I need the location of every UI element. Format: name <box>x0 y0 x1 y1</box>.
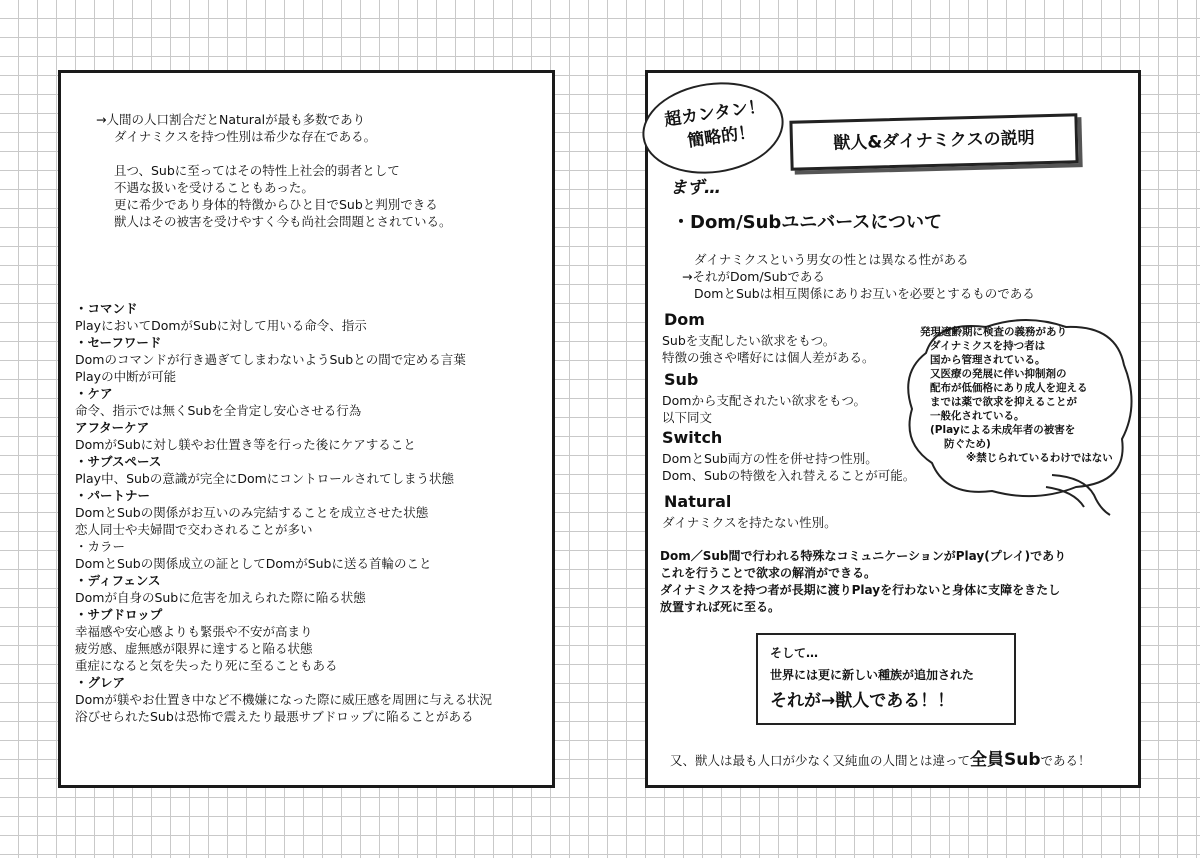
intro-line: 且つ、Subに至ってはその特性上社会的弱者として <box>114 163 400 178</box>
glossary-desc: DomとSubの関係成立の証としてDomがSubに送る首輪のこと <box>75 556 432 571</box>
cloud-line: 又医療の発展に伴い抑制剤の <box>930 368 1067 380</box>
type-desc-line: DomとSub両方の性を併せ持つ性別。 <box>662 451 878 466</box>
type-desc-switch <box>662 450 915 484</box>
cloud-line: (Playによる未成年者の被害を <box>930 424 1076 436</box>
type-desc-line: 以下同文 <box>662 410 713 425</box>
section-heading: ・Dom/Subユニバースについて <box>672 212 943 233</box>
glossary-term: ・カラー <box>75 539 126 554</box>
intro-line: 獣人はその被害を受けやすく今も尚社会問題とされている。 <box>114 214 452 229</box>
cloud-line: 一般化されている。 <box>930 410 1025 422</box>
intro-line: ダイナミクスを持つ性別は希少な存在である。 <box>114 129 377 144</box>
cloud-line: までは薬で欲求を抑えることが <box>930 396 1077 408</box>
cloud-line: ※禁じられているわけではない <box>966 452 1113 464</box>
type-desc-sub <box>662 392 866 426</box>
glossary-term: ・グレア <box>75 675 126 690</box>
speech-bubble <box>636 74 789 183</box>
glossary-desc: Play中、Subの意識が完全にDomにコントロールされてしまう状態 <box>75 471 455 486</box>
type-name-sub: Sub <box>664 370 699 389</box>
intro-paragraph <box>96 111 452 230</box>
glossary-desc: Domのコマンドが行き過ぎてしまわないようSubとの間で定める言葉 <box>75 352 466 367</box>
play-line: 放置すれば死に至る。 <box>660 600 781 614</box>
glossary-term: ・サブドロップ <box>75 607 163 622</box>
announcement-box <box>756 633 1016 725</box>
glossary-term: アフターケア <box>75 420 150 435</box>
bubble-line: 簡略的！ <box>686 122 757 152</box>
cloud-line: 防ぐため) <box>944 438 991 450</box>
footer-pre: 又、獣人は最も人口が少なく又純血の人間とは違って <box>670 753 971 768</box>
section-body <box>682 251 1035 302</box>
glossary-term: ・パートナー <box>75 488 151 503</box>
glossary-desc: 命令、指示では無くSubを全肯定し安心させる行為 <box>75 403 362 418</box>
bubble-line: 超カンタン！ <box>663 96 767 131</box>
play-line: これを行うことで欲求の解消ができる。 <box>660 566 877 580</box>
glossary-term: ・ディフェンス <box>75 573 161 588</box>
glossary-list <box>75 300 492 725</box>
play-paragraph <box>660 548 1066 616</box>
footer-strong: 全員Sub <box>970 750 1041 770</box>
glossary-desc: 重症になると気を失ったり死に至ることもある <box>75 658 338 673</box>
intro-line: 更に希少であり身体的特徴からひと目でSubと判別できる <box>114 197 438 212</box>
box-line: 世界には更に新しい種族が追加された <box>770 668 975 682</box>
intro-line: →人間の人口割合だとNaturalが最も多数であり <box>96 112 366 127</box>
footer-post: である！ <box>1040 753 1091 768</box>
section-line: →それがDom/Subである <box>682 269 825 284</box>
first-heading: まず… <box>670 178 721 198</box>
glossary-desc: Domが自身のSubに危害を加えられた際に陥る状態 <box>75 590 366 605</box>
type-desc-natural <box>662 514 837 531</box>
glossary-desc: 恋人同士や夫婦間で交わされることが多い <box>75 522 313 537</box>
intro-line <box>96 145 452 162</box>
glossary-desc: Playの中断が可能 <box>75 369 177 384</box>
cloud-line: 発現適齢期に検査の義務があり <box>920 326 1067 338</box>
type-desc-line: ダイナミクスを持たない性別。 <box>662 515 837 530</box>
glossary-desc: 疲労感、虚無感が限界に達すると陥る状態 <box>75 641 313 656</box>
box-line: それが→獣人である！！ <box>770 691 955 711</box>
glossary-term: ・セーフワード <box>75 335 162 350</box>
cloud-note <box>920 325 1113 465</box>
glossary-desc: 浴びせられたSubは恐怖で震えたり最悪サブドロップに陥ることがある <box>75 709 474 724</box>
section-line: ダイナミクスという男女の性とは異なる性がある <box>694 252 969 267</box>
cloud-tail-icon <box>1044 465 1114 525</box>
cloud-line: 配布が低価格にあり成人を迎える <box>930 382 1088 394</box>
glossary-term: ・サブスペース <box>75 454 162 469</box>
type-desc-line: Dom、Subの特徴を入れ替えることが可能。 <box>662 468 916 483</box>
type-name-natural: Natural <box>664 492 732 511</box>
play-line: Dom／Sub間で行われる特殊なコミュニケーションがPlay(プレイ)であり <box>660 549 1067 563</box>
glossary-term: ・ケア <box>75 386 113 401</box>
cloud-line: ダイナミクスを持つ者は <box>930 340 1046 352</box>
glossary-desc: 幸福感や安心感よりも緊張や不安が高まり <box>75 624 313 639</box>
play-line: ダイナミクスを持つ者が長期に渡りPlayを行わないと身体に支障をきたし <box>660 583 1061 597</box>
type-desc-line: Domから支配されたい欲求をもつ。 <box>662 393 866 408</box>
left-page <box>58 70 555 788</box>
intro-line: 不遇な扱いを受けることもあった。 <box>114 180 314 195</box>
section-line: DomとSubは相互関係にありお互いを必要とするものである <box>694 286 1035 301</box>
glossary-desc: PlayにおいてDomがSubに対して用いる命令、指示 <box>75 318 367 333</box>
right-page <box>645 70 1141 788</box>
page-title: 獣人&ダイナミクスの説明 <box>833 128 1035 154</box>
footer-line <box>670 749 1091 772</box>
type-desc-line: Subを支配したい欲求をもつ。 <box>662 333 836 348</box>
type-name-switch: Switch <box>662 428 723 447</box>
box-line: そして… <box>770 646 819 660</box>
glossary-term: ・コマンド <box>75 301 138 316</box>
glossary-desc: DomとSubの関係がお互いのみ完結することを成立させた状態 <box>75 505 429 520</box>
type-name-dom: Dom <box>664 310 705 329</box>
type-desc-dom <box>662 332 875 366</box>
title-box <box>789 113 1078 171</box>
glossary-desc: DomがSubに対し躾やお仕置き等を行った後にケアすること <box>75 437 416 452</box>
cloud-line: 国から管理されている。 <box>930 354 1046 366</box>
glossary-desc: Domが躾やお仕置き中など不機嫌になった際に威圧感を周囲に与える状況 <box>75 692 492 707</box>
type-desc-line: 特徴の強さや嗜好には個人差がある。 <box>662 350 875 365</box>
